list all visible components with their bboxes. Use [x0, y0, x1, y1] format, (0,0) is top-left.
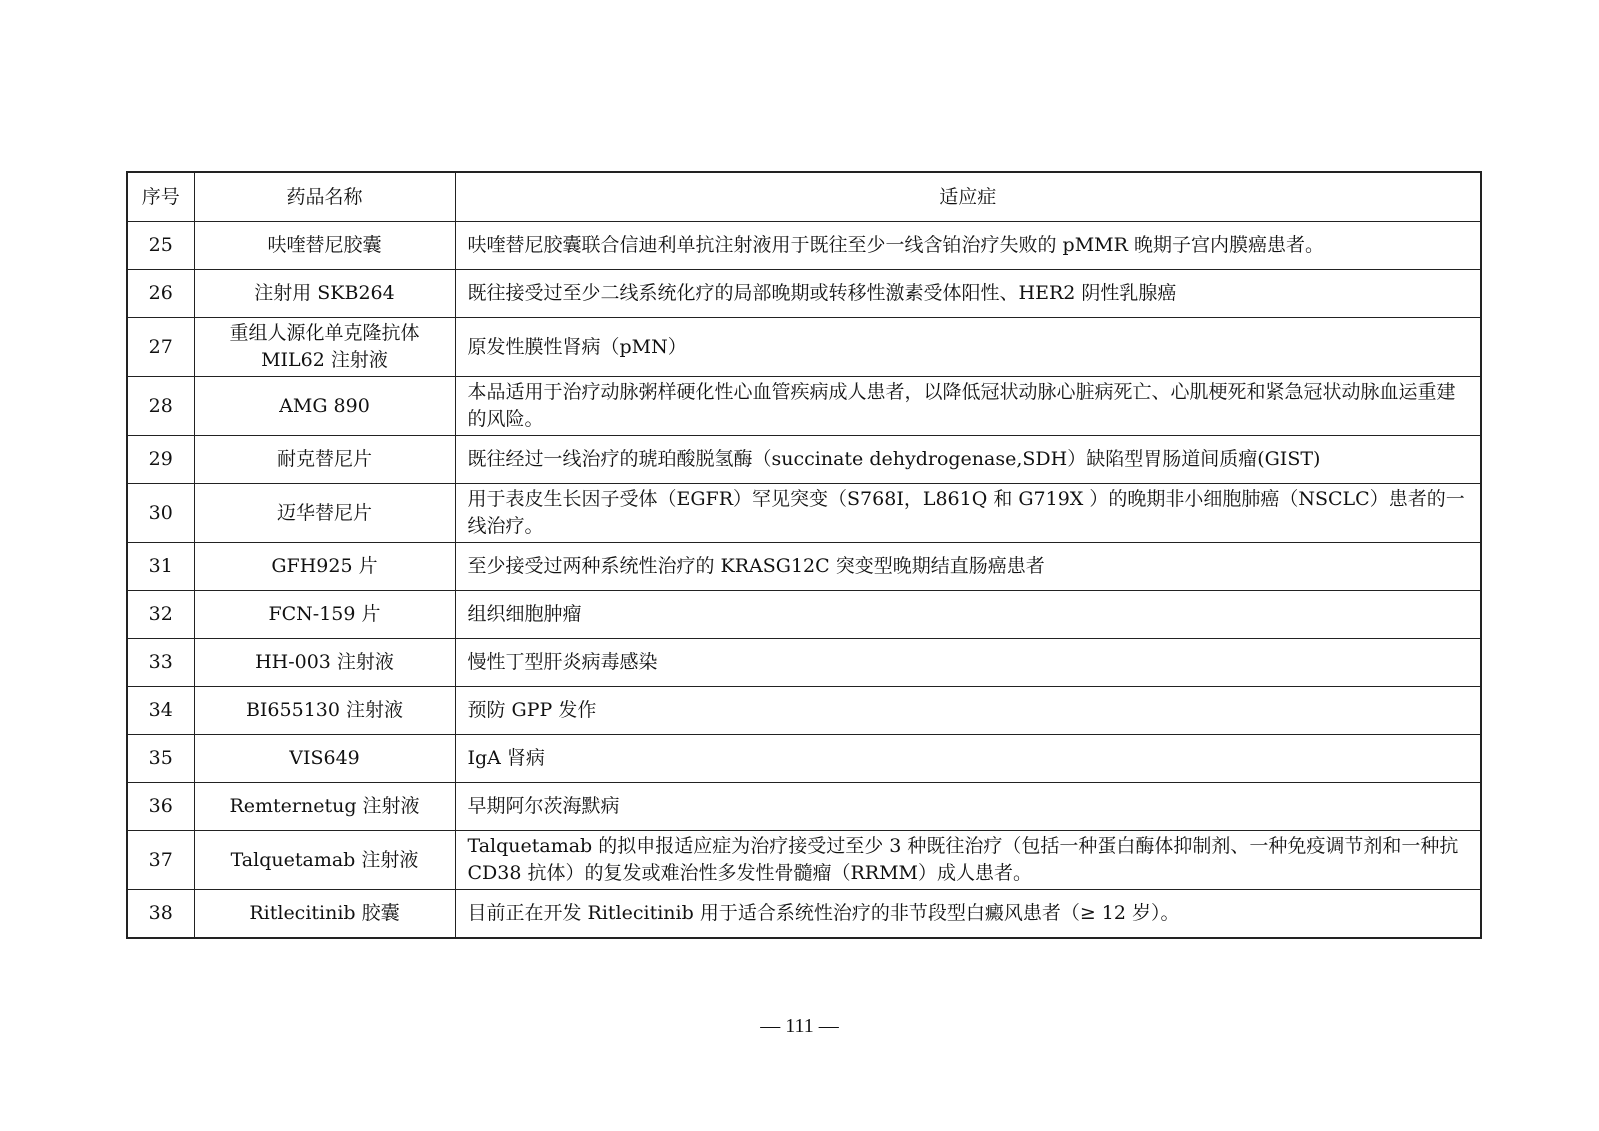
indication: IgA 肾病	[455, 735, 1481, 783]
drug-name: GFH925 片	[194, 543, 455, 591]
row-number: 27	[127, 318, 194, 377]
row-number: 34	[127, 687, 194, 735]
drug-name: AMG 890	[194, 377, 455, 436]
table-row	[127, 436, 1481, 484]
header-serial-number: 序号	[127, 172, 194, 222]
indication: 预防 GPP 发作	[455, 687, 1481, 735]
drug-name: Talquetamab 注射液	[194, 831, 455, 890]
table-row	[127, 377, 1481, 436]
table-row	[127, 890, 1481, 939]
indication: 本品适用于治疗动脉粥样硬化性心血管疾病成人患者，以降低冠状动脉心脏病死亡、心肌梗死和紧急冠状动脉血运重建的风险。	[455, 377, 1481, 436]
table-row	[127, 639, 1481, 687]
indication: 既往接受过至少二线系统化疗的局部晚期或转移性激素受体阳性、HER2 阴性乳腺癌	[455, 270, 1481, 318]
drug-name: Remternetug 注射液	[194, 783, 455, 831]
drug-table-container	[126, 171, 1480, 939]
table-row	[127, 783, 1481, 831]
row-number: 35	[127, 735, 194, 783]
table-row	[127, 318, 1481, 377]
indication: 原发性膜性肾病（pMN）	[455, 318, 1481, 377]
header-indication: 适应症	[455, 172, 1481, 222]
indication: 慢性丁型肝炎病毒感染	[455, 639, 1481, 687]
table-row	[127, 831, 1481, 890]
row-number: 36	[127, 783, 194, 831]
page-number: — 111 —	[760, 1015, 839, 1037]
drug-name: VIS649	[194, 735, 455, 783]
indication: 既往经过一线治疗的琥珀酸脱氢酶（succinate dehydrogenase,SDH）缺陷型胃肠道间质瘤(GIST)	[455, 436, 1481, 484]
drug-table	[126, 171, 1482, 939]
row-number: 31	[127, 543, 194, 591]
drug-name: Ritlecitinib 胶囊	[194, 890, 455, 939]
table-row	[127, 543, 1481, 591]
table-row	[127, 735, 1481, 783]
header-drug-name: 药品名称	[194, 172, 455, 222]
drug-name: 耐克替尼片	[194, 436, 455, 484]
indication: 组织细胞肿瘤	[455, 591, 1481, 639]
indication: 至少接受过两种系统性治疗的 KRASG12C 突变型晚期结直肠癌患者	[455, 543, 1481, 591]
table-row	[127, 270, 1481, 318]
row-number: 38	[127, 890, 194, 939]
row-number: 25	[127, 222, 194, 270]
table-row	[127, 687, 1481, 735]
drug-name: 呋喹替尼胶囊	[194, 222, 455, 270]
row-number: 32	[127, 591, 194, 639]
row-number: 30	[127, 484, 194, 543]
row-number: 28	[127, 377, 194, 436]
drug-name: FCN-159 片	[194, 591, 455, 639]
table-row	[127, 591, 1481, 639]
indication: 目前正在开发 Ritlecitinib 用于适合系统性治疗的非节段型白癜风患者（≥ 12 岁）。	[455, 890, 1481, 939]
indication: Talquetamab 的拟申报适应症为治疗接受过至少 3 种既往治疗（包括一种蛋白酶体抑制剂、一种免疫调节剂和一种抗 CD38 抗体）的复发或难治性多发性骨髓瘤（RRMM）成人患者。	[455, 831, 1481, 890]
indication: 呋喹替尼胶囊联合信迪利单抗注射液用于既往至少一线含铂治疗失败的 pMMR 晚期子宫内膜癌患者。	[455, 222, 1481, 270]
table-header-row	[127, 172, 1481, 222]
row-number: 26	[127, 270, 194, 318]
drug-name: 迈华替尼片	[194, 484, 455, 543]
drug-name: 重组人源化单克隆抗体 MIL62 注射液	[194, 318, 455, 377]
indication: 早期阿尔茨海默病	[455, 783, 1481, 831]
table-row	[127, 222, 1481, 270]
row-number: 37	[127, 831, 194, 890]
drug-name: 注射用 SKB264	[194, 270, 455, 318]
drug-name: BI655130 注射液	[194, 687, 455, 735]
drug-name: HH-003 注射液	[194, 639, 455, 687]
row-number: 33	[127, 639, 194, 687]
table-row	[127, 484, 1481, 543]
row-number: 29	[127, 436, 194, 484]
indication: 用于表皮生长因子受体（EGFR）罕见突变（S768I，L861Q 和 G719X ）的晚期非小细胞肺癌（NSCLC）患者的一线治疗。	[455, 484, 1481, 543]
